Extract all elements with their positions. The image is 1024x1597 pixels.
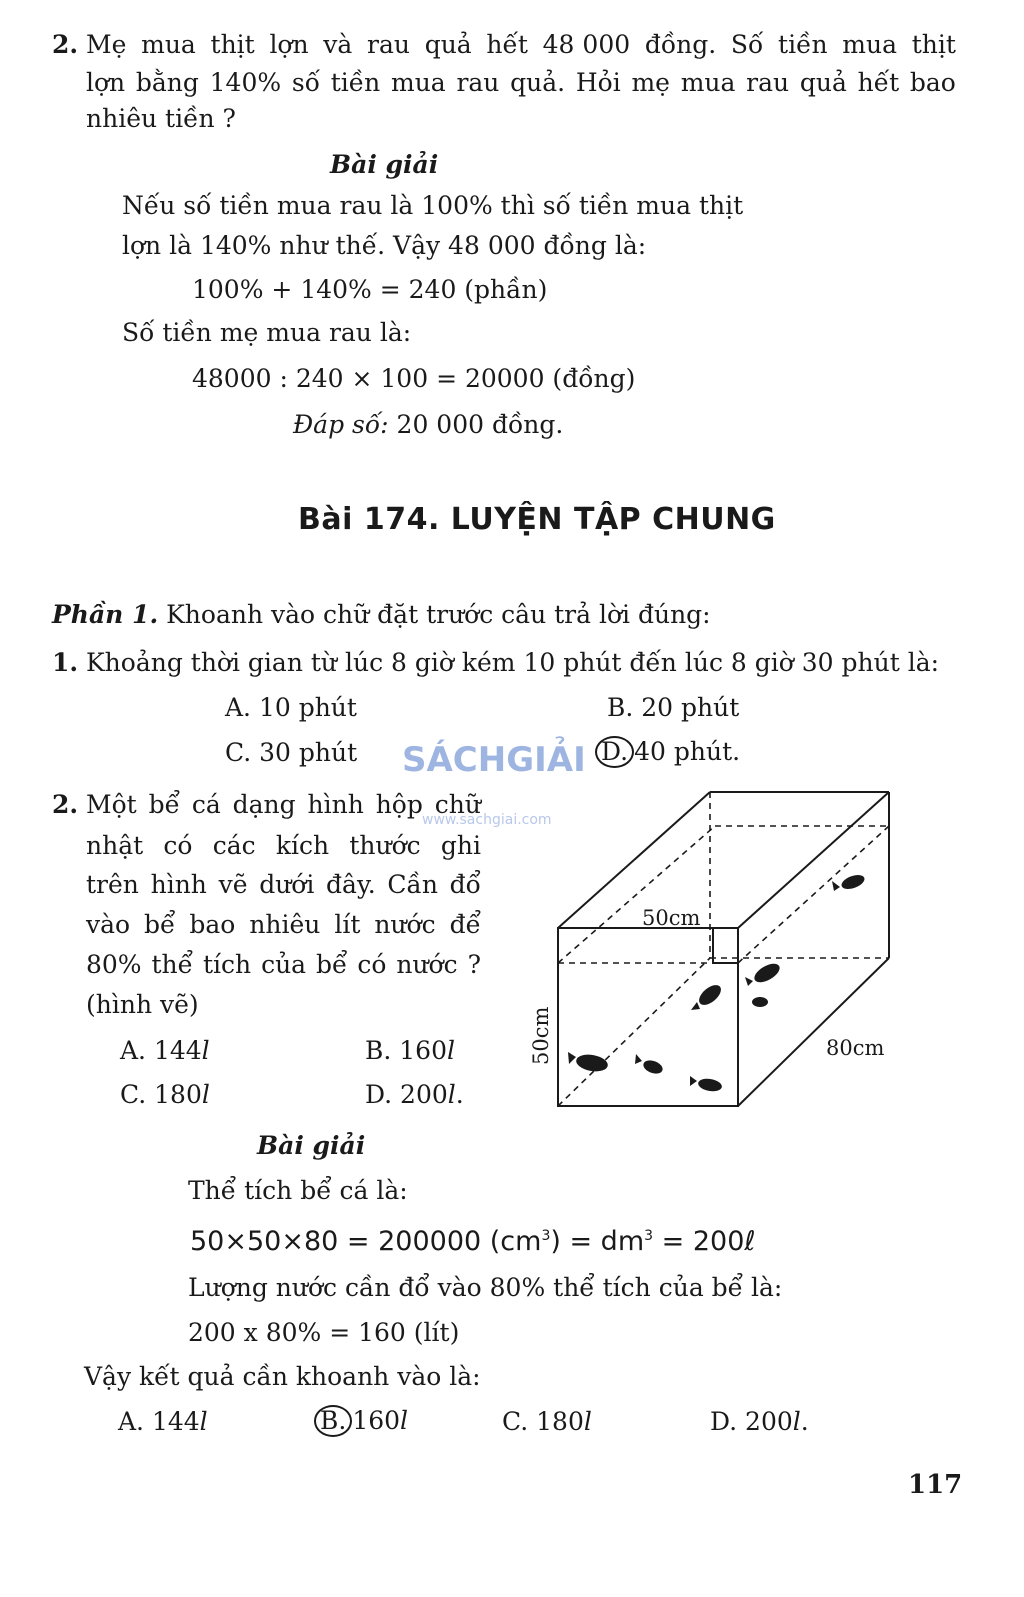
word: nước [396, 950, 458, 979]
option-c: C. 180l [120, 1080, 210, 1109]
word: rau [456, 68, 500, 97]
fish-icon [752, 997, 768, 1007]
word: 48 000 [542, 30, 631, 59]
watermark-brand: SÁCHGIẢI [402, 740, 586, 780]
selected-answer-circle: D. [595, 736, 634, 768]
conclusion-line: Vậy kết quả cần khoanh vào là: [84, 1362, 481, 1391]
option-d-text: 40 phút. [634, 737, 741, 766]
word: 80% [86, 950, 142, 979]
part-label: Phần 1. [52, 600, 159, 629]
word: đây. [326, 870, 376, 899]
option-a: A. 10 phút [225, 693, 357, 722]
answer-label: Đáp số: [293, 410, 389, 439]
word: số [291, 68, 320, 97]
question-text-line [86, 870, 481, 900]
solution-title: Bài giải [257, 1131, 366, 1160]
part-instruction: Khoanh vào chữ đặt trước câu trả lời đúng: [166, 600, 711, 629]
word: quả [799, 68, 847, 97]
word: có [357, 950, 387, 979]
final-option-d: D. 200l. [710, 1407, 809, 1436]
question-text-line: (hình vẽ) [86, 990, 199, 1019]
solution-line: Thể tích bể cá là: [188, 1176, 408, 1205]
watermark-logo [402, 740, 586, 780]
word: ghi [440, 831, 481, 860]
word: ? [467, 950, 481, 979]
word: bể [144, 910, 176, 939]
word: hình [307, 790, 364, 819]
word: có [163, 831, 193, 860]
word: Cần [387, 870, 438, 899]
length-label: 80cm [826, 1036, 885, 1060]
solution-formula: 50×50×80 = 200000 $(cm^3) = dm^3$ = 200ℓ [190, 1226, 756, 1257]
word: trên [86, 870, 139, 899]
fish-icon [642, 1058, 665, 1076]
word: mua [842, 30, 897, 59]
word: kích [275, 831, 330, 860]
word: Mẹ [86, 30, 127, 59]
fish-icon [575, 1052, 609, 1073]
word: nhiêu [249, 910, 321, 939]
word: chữ [434, 790, 481, 819]
word: vẽ [218, 870, 248, 899]
word: vào [86, 910, 131, 939]
question-text-line [86, 910, 481, 940]
word: Hỏi [575, 68, 621, 97]
word: Số [730, 30, 764, 59]
word: thịt [210, 30, 255, 59]
word: hình [150, 870, 207, 899]
question-text-line [86, 831, 481, 861]
word: các [212, 831, 256, 860]
word: của [261, 950, 307, 979]
option-b: B. 20 phút [607, 693, 740, 722]
solution-line: Lượng nước cần đổ vào 80% thể tích của bể là: [188, 1273, 783, 1302]
word: dạng [232, 790, 296, 819]
fish-icon [751, 960, 782, 986]
option-b: B. 160l [365, 1036, 455, 1065]
solution-title: Bài giải [330, 150, 439, 179]
word: lít [334, 910, 361, 939]
word: bể [316, 950, 348, 979]
word: bằng [135, 68, 199, 97]
problem-number: 2. [52, 30, 79, 59]
word: lợn [86, 68, 126, 97]
problem-text-line [86, 68, 956, 98]
part-heading [52, 600, 711, 630]
option-c: C. 30 phút [225, 738, 358, 767]
option-d: D. 200l. [365, 1080, 464, 1109]
question-text: Khoảng thời gian từ lúc 8 giờ kém 10 phút đến lúc 8 giờ 30 phút là: [86, 648, 940, 677]
word: nước [374, 910, 436, 939]
word: thước [349, 831, 421, 860]
question-text-line [86, 950, 481, 980]
word: bao [909, 68, 956, 97]
word: Một [86, 790, 137, 819]
word: tích [202, 950, 252, 979]
watermark-url: www.sachgiai.com [422, 812, 552, 828]
final-option-a: A. 144l [118, 1407, 208, 1436]
option-a: A. 144l [120, 1036, 210, 1065]
word: quả [424, 30, 472, 59]
word: dưới [259, 870, 315, 899]
lesson-title: Bài 174. LUYỆN TẬP CHUNG [298, 502, 776, 537]
solution-line: 200 x 80% = 160 (lít) [188, 1318, 460, 1347]
word: thể [151, 950, 194, 979]
word: 140% [209, 68, 282, 97]
word: lợn [269, 30, 309, 59]
word: mẹ [631, 68, 670, 97]
question-text-line [86, 790, 481, 820]
word: tiền [778, 30, 828, 59]
fish-icon [697, 1077, 723, 1093]
solution-line: Nếu số tiền mua rau là 100% thì số tiền mua thịt [122, 191, 744, 220]
solution-line: lợn là 140% như thế. Vậy 48 000 đồng là: [122, 231, 647, 260]
word: mua [141, 30, 196, 59]
word: hết [486, 30, 528, 59]
word: rau [746, 68, 790, 97]
solution-line: Số tiền mẹ mua rau là: [122, 318, 412, 347]
option-d [595, 736, 740, 768]
word: bể [148, 790, 180, 819]
word: bao [189, 910, 236, 939]
answer-value: 20 000 đồng. [396, 410, 564, 439]
width-label: 50cm [642, 906, 701, 930]
word: tiền [330, 68, 381, 97]
problem-text-line: nhiêu tiền ? [86, 104, 236, 133]
word: để [449, 910, 481, 939]
word: nhật [86, 831, 144, 860]
word: đồng. [644, 30, 717, 59]
fish-tank-figure [520, 785, 900, 1115]
word: quả. [510, 68, 566, 97]
solution-line: 100% + 140% = 240 (phần) [192, 275, 548, 304]
fish-icon [840, 872, 867, 891]
fish-icon [696, 981, 725, 1008]
word: mua [680, 68, 736, 97]
word: rau [367, 30, 410, 59]
answer-line [293, 410, 563, 440]
word: hộp [375, 790, 423, 819]
final-option-c: C. 180l [502, 1407, 592, 1436]
word: mua [390, 68, 446, 97]
page-number: 117 [908, 1470, 963, 1500]
word: và [323, 30, 353, 59]
height-label: 50cm [529, 1006, 553, 1065]
word: hết [857, 68, 900, 97]
problem-text-line [86, 30, 956, 60]
question-number: 1. [52, 648, 79, 677]
word: cá [191, 790, 221, 819]
word: thịt [911, 30, 956, 59]
solution-line: 48000 : 240 × 100 = 20000 (đồng) [192, 364, 636, 393]
selected-answer-circle: B. [314, 1405, 352, 1437]
word: đổ [449, 870, 481, 899]
question-number: 2. [52, 790, 79, 819]
final-option-b: B. 160l [314, 1405, 408, 1437]
